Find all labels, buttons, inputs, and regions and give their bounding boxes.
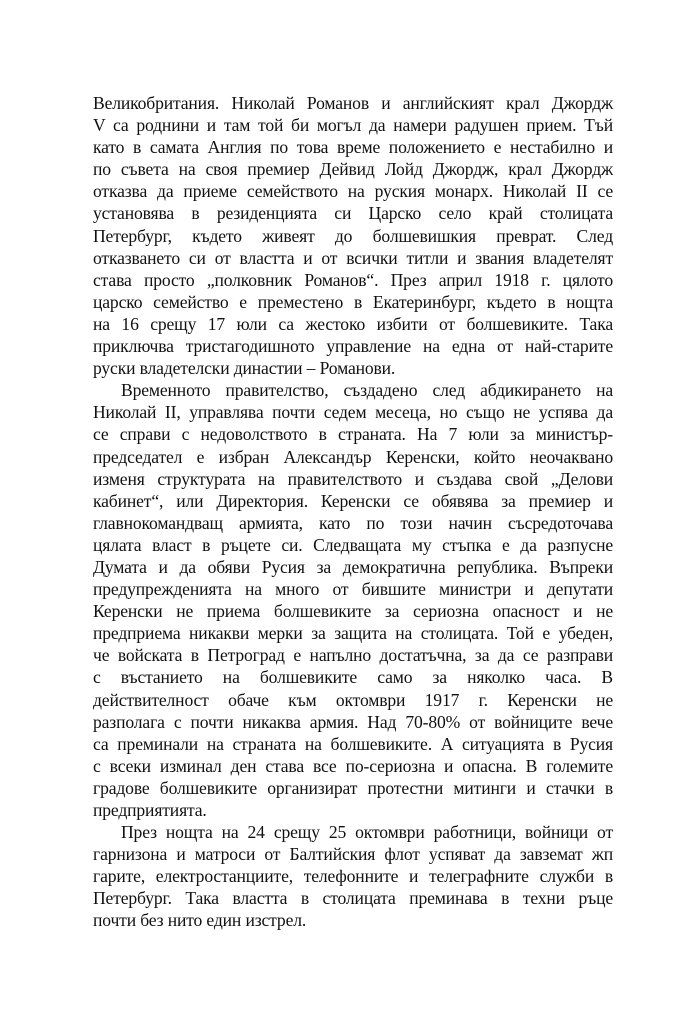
text-line: Временното правителство, създадено след абдикирането на [121,380,613,401]
text-line: установява в резиденцията си Царско село край столицата [93,203,613,224]
text-line: Керенски не приема болшевиките за сериозна опасност и не [93,601,613,622]
text-line: Думата и да обяви Русия за демократична република. Въпреки [93,556,613,577]
text-line: става просто „полковник Романов“. През април 1918 г. цялото [93,269,613,290]
text-line: на 16 срещу 17 юли са жестоко избити от болшевиките. Така [93,313,613,334]
text-line: с всеки изминал ден става все по-сериозна и опасна. В големите [93,755,613,776]
text-line: Петербург, където живеят до болшевишкия преврат. След [93,225,613,246]
text-line: почти без нито един изстрел. [93,910,307,931]
text-line: Николай II, управлява почти седем месеца, но също не успява да [93,402,613,423]
text-line: царско семейство е преместено в Екатеринбург, където в нощта [93,291,613,312]
text-line: са преминали на страната на болшевиките. А ситуацията в Русия [93,733,613,754]
text-line: През нощта на 24 срещу 25 октомври работници, войници от [121,822,613,843]
text-line: гарите, електростанциите, телефонните и телеграфните служби в [93,866,613,887]
text-line: отказва да приеме семейството на руския монарх. Николай II се [93,181,613,202]
text-line: предприятията. [93,800,207,820]
text-line: предупрежденията на много от бившите министри и депутати [93,579,613,600]
text-line: действителност обаче към октомври 1917 г. Керенски не [93,689,613,710]
text-line: че войската в Петроград е напълно достатъчна, за да се разправи [93,645,613,666]
body-text [93,92,613,932]
text-line: V са роднини и там той би могъл да намери радушен прием. Тъй [93,115,613,136]
text-line: изменя структурата на правителството и създава свой „Делови [93,468,613,489]
text-line: председател е избран Александър Керенски, който неочаквано [93,446,613,467]
text-line: приключва тристагодишното управление на една от най-старите [93,336,613,357]
text-line: по съвета на своя премиер Дейвид Лойд Джордж, крал Джордж [93,159,613,180]
text-line: кабинет“, или Директория. Керенски се обявява за премиер и [93,490,613,511]
text-line: разполага с почти никаква армия. Над 70-80% от войниците вече [93,711,613,732]
text-line: гарнизона и матроси от Балтийския флот успяват да завземат жп [93,844,613,865]
text-line: главнокомандващ армията, като по този начин съсредоточава [93,512,613,533]
text-line: Петербург. Така властта в столицата преминава в техни ръце [93,888,613,909]
text-line: цялата власт в ръцете си. Следващата му стъпка е да разпусне [93,534,613,555]
text-line: като в самата Англия по това време положението е нестабилно и [93,137,613,158]
paragraph [93,92,613,379]
paragraph [93,821,613,931]
text-line: градове болшевиките организират протестни митинги и стачки в [93,777,613,798]
text-line: предприема никакви мерки за защита на столицата. Той е убеден, [93,623,613,644]
text-line: руски владетелски династии – Романови. [93,358,396,379]
text-line: с въстанието на болшевиките само за няколко часа. В [93,667,613,688]
text-line: се справи с недоволството в страната. На 7 юли за министър- [93,424,613,445]
paragraph [93,379,613,821]
text-line: Великобритания. Николай Романов и английският крал Джордж [93,93,613,113]
text-line: отказването си от властта и от всички титли и звания владетелят [93,247,613,268]
